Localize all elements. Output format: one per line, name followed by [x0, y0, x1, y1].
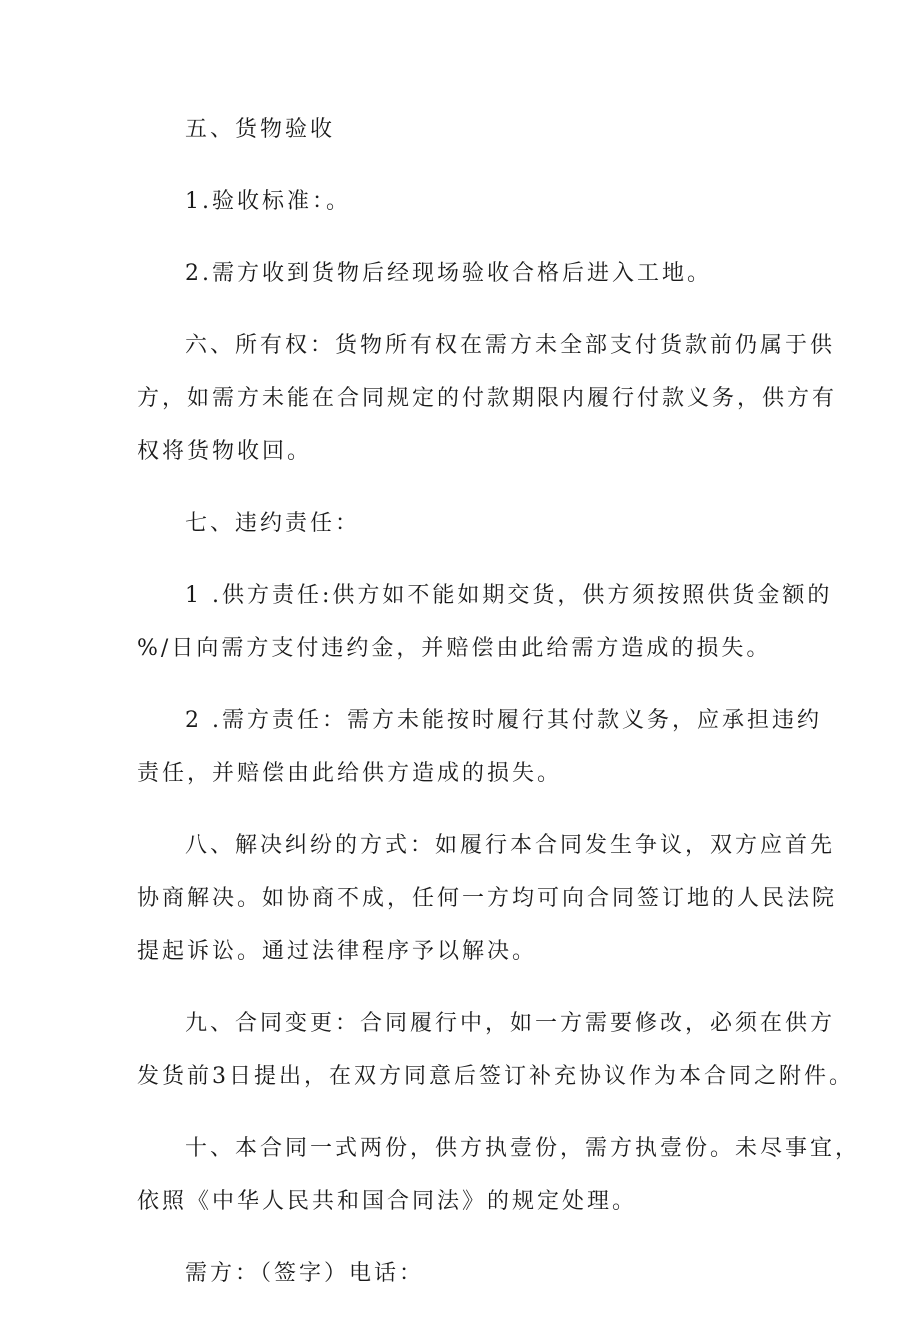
section-8-disputes — [137, 819, 838, 978]
text-line: 九、合同变更：合同履行中，如一方需要修改，必须在供方 — [185, 1011, 836, 1036]
section-6-ownership — [137, 319, 838, 478]
contract-body — [137, 103, 861, 1319]
text-line: 2.需方收到货物后经现场验收合格后进入工地。 — [185, 261, 712, 286]
text-line: 七、违约责任： — [185, 511, 361, 536]
text-line: 发货前3日提出，在双方同意后签订补充协议作为本合同之附件。 — [137, 1064, 854, 1089]
text-line: 1.验收标准：。 — [185, 189, 351, 214]
section-7-heading — [137, 497, 797, 550]
text-line: 提起诉讼。通过法律程序予以解决。 — [137, 939, 538, 964]
clause-5-1 — [137, 175, 797, 228]
clause-7-1 — [137, 569, 833, 675]
text-line: 八、解决纠纷的方式：如履行本合同发生争议，双方应首先 — [185, 833, 836, 858]
text-line: 协商解决。如协商不成，任何一方均可向合同签订地的人民法院 — [137, 886, 838, 911]
text-line: 方，如需方未能在合同规定的付款期限内履行付款义务，供方有 — [137, 386, 838, 411]
text-line: 权将货物收回。 — [137, 439, 313, 464]
section-9-changes — [137, 997, 854, 1103]
text-line: 六、所有权：货物所有权在需方未全部支付货款前仍属于供 — [185, 333, 836, 358]
text-line: 2 .需方责任：需方未能按时履行其付款义务，应承担违约 — [185, 708, 822, 733]
text-line: 需方：（签字）电话： — [185, 1261, 425, 1286]
text-line: 1 .供方责任:供方如不能如期交货，供方须按照供货金额的 — [185, 583, 833, 608]
text-line: 十、本合同一式两份，供方执壹份，需方执壹份。未尽事宜， — [185, 1136, 861, 1161]
clause-7-2 — [137, 694, 822, 800]
clause-5-2 — [137, 247, 797, 300]
buyer-signature-line — [137, 1247, 797, 1300]
text-line: 依照《中华人民共和国合同法》的规定处理。 — [137, 1189, 638, 1214]
text-line: 责任，并赔偿由此给供方造成的损失。 — [137, 761, 563, 786]
text-line: 五、货物验收 — [185, 117, 336, 142]
text-line: %/日向需方支付违约金，并赔偿由此给需方造成的损失。 — [137, 636, 772, 661]
section-5-heading — [137, 103, 797, 156]
section-10-copies — [137, 1122, 861, 1228]
